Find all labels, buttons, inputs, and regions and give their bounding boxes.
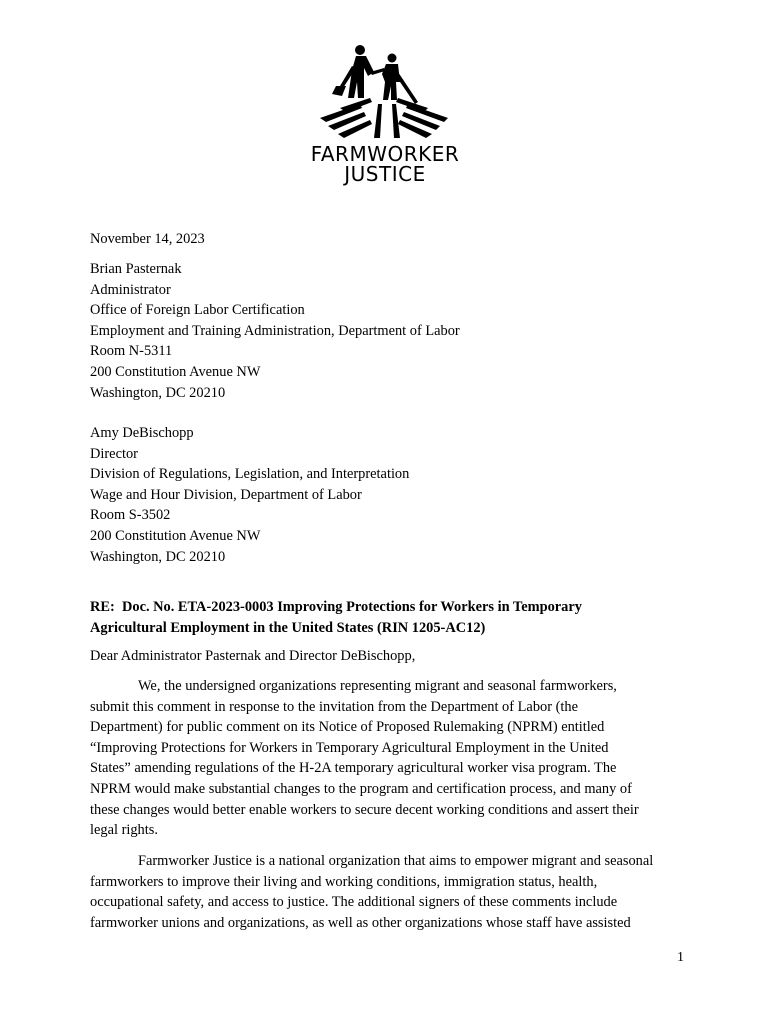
recipient-1-name: Brian Pasternak (90, 261, 182, 277)
recipient-address-2 (90, 423, 690, 567)
paragraph-1-line: Department) for public comment on its Notice of Proposed Rulemaking (NPRM) entitled (90, 719, 605, 736)
letter-date: November 14, 2023 (90, 231, 205, 247)
logo-text-farmworker: FARMWORKER (310, 142, 460, 166)
paragraph-1-line: submit this comment in response to the invitation from the Department of Labor (the (90, 698, 578, 715)
subject-line-2: Agricultural Employment in the United States (RIN 1205-AC12) (90, 619, 486, 636)
farmworker-justice-logo (300, 42, 470, 186)
salutation: Dear Administrator Pasternak and Director DeBischopp, (90, 648, 416, 664)
recipient-1-street: 200 Constitution Avenue NW (90, 363, 261, 380)
recipient-1-office: Office of Foreign Labor Certification (90, 302, 305, 319)
recipient-1-title: Administrator (90, 281, 171, 298)
paragraph-2-line: farmworker unions and organizations, as well as other organizations whose staff have assisted (90, 914, 631, 931)
paragraph-1-line: “Improving Protections for Workers in Temporary Agricultural Employment in the United (90, 739, 609, 756)
paragraph-1-line: these changes would better enable workers to secure decent working conditions and assert their (90, 801, 639, 818)
recipient-2-room: Room S-3502 (90, 507, 171, 524)
paragraph-2-line: farmworkers to improve their living and working conditions, immigration status, health, (90, 873, 598, 890)
recipient-2-city: Washington, DC 20210 (90, 548, 226, 565)
logo-text-justice: JUSTICE (344, 162, 426, 186)
paragraph-1-line: We, the undersigned organizations representing migrant and seasonal farmworkers, (138, 678, 617, 694)
body-paragraph-2 (90, 851, 690, 933)
recipient-1-agency: Employment and Training Administration, Department of Labor (90, 322, 460, 339)
recipient-2-office: Division of Regulations, Legislation, and Interpretation (90, 466, 410, 483)
recipient-2-name: Amy DeBischopp (90, 425, 194, 441)
recipient-address-1 (90, 259, 690, 403)
subject-line (90, 597, 690, 638)
paragraph-2-line: occupational safety, and access to justice. The additional signers of these comments include (90, 894, 618, 911)
recipient-1-city: Washington, DC 20210 (90, 384, 226, 401)
paragraph-1-line: States” amending regulations of the H-2A temporary agricultural worker visa program. The (90, 760, 617, 777)
recipient-2-street: 200 Constitution Avenue NW (90, 527, 261, 544)
body-paragraph-1 (90, 676, 690, 841)
recipient-1-room: Room N-5311 (90, 343, 173, 360)
farmworkers-field-icon (300, 42, 470, 142)
paragraph-1-line: legal rights. (90, 822, 158, 839)
recipient-2-agency: Wage and Hour Division, Department of Labor (90, 486, 362, 503)
paragraph-2-line: Farmworker Justice is a national organization that aims to empower migrant and seasonal (138, 853, 654, 869)
paragraph-1-line: NPRM would make substantial changes to the program and certification process, and many of (90, 780, 632, 797)
recipient-2-title: Director (90, 445, 138, 462)
page-number: 1 (677, 950, 684, 965)
subject-line-1: RE: Doc. No. ETA-2023-0003 Improving Protections for Workers in Temporary (90, 599, 582, 615)
